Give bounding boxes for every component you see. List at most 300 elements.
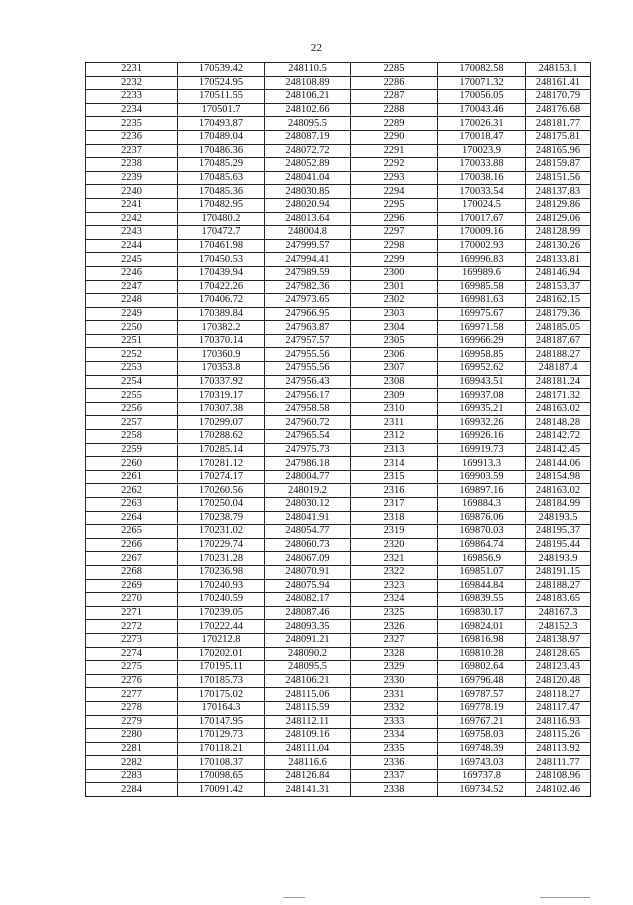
table-cell-y-coordinate-left: 248004.77 — [265, 470, 351, 484]
table-row — [86, 375, 591, 389]
table-cell-y-coordinate-right: 248188.27 — [526, 579, 591, 593]
table-cell-point-number-right: 2318 — [351, 511, 438, 525]
table-cell-x-coordinate-left: 170236.98 — [178, 565, 265, 579]
table-row — [86, 253, 591, 267]
table-cell-x-coordinate-right: 169758.03 — [438, 729, 526, 743]
table-cell-y-coordinate-right: 248163.02 — [526, 402, 591, 416]
table-cell-point-number-right: 2298 — [351, 239, 438, 253]
coordinates-table — [85, 62, 591, 797]
table-cell-point-number-right: 2312 — [351, 430, 438, 444]
table-row — [86, 511, 591, 525]
table-cell-y-coordinate-left: 248052.89 — [265, 158, 351, 172]
table-cell-point-number-right: 2305 — [351, 334, 438, 348]
table-cell-y-coordinate-left: 247963.87 — [265, 321, 351, 335]
table-cell-x-coordinate-right: 170026.31 — [438, 117, 526, 131]
table-cell-point-number-left: 2232 — [86, 76, 178, 90]
table-cell-point-number-left: 2256 — [86, 402, 178, 416]
table-cell-point-number-right: 2296 — [351, 212, 438, 226]
table-cell-point-number-right: 2295 — [351, 198, 438, 212]
table-cell-y-coordinate-right: 248187.67 — [526, 334, 591, 348]
table-cell-point-number-left: 2231 — [86, 63, 178, 77]
table-cell-x-coordinate-right: 170023.9 — [438, 144, 526, 158]
table-cell-point-number-right: 2334 — [351, 729, 438, 743]
table-cell-point-number-left: 2277 — [86, 688, 178, 702]
table-cell-y-coordinate-left: 248072.72 — [265, 144, 351, 158]
table-cell-point-number-left: 2261 — [86, 470, 178, 484]
table-cell-point-number-right: 2328 — [351, 647, 438, 661]
table-cell-y-coordinate-left: 248087.19 — [265, 130, 351, 144]
table-row — [86, 239, 591, 253]
table-cell-point-number-right: 2285 — [351, 63, 438, 77]
table-cell-point-number-left: 2273 — [86, 633, 178, 647]
table-cell-y-coordinate-right: 248191.15 — [526, 565, 591, 579]
table-cell-y-coordinate-left: 248115.59 — [265, 701, 351, 715]
table-cell-y-coordinate-right: 248129.86 — [526, 198, 591, 212]
table-cell-x-coordinate-right: 169913.3 — [438, 457, 526, 471]
table-cell-y-coordinate-right: 248179.36 — [526, 307, 591, 321]
table-row — [86, 294, 591, 308]
table-cell-x-coordinate-left: 170222.44 — [178, 620, 265, 634]
table-row — [86, 688, 591, 702]
table-cell-x-coordinate-left: 170274.17 — [178, 470, 265, 484]
table-cell-y-coordinate-left: 248090.2 — [265, 647, 351, 661]
coordinates-table-body — [86, 63, 591, 797]
table-row — [86, 552, 591, 566]
table-cell-point-number-right: 2293 — [351, 171, 438, 185]
table-cell-y-coordinate-left: 248110.5 — [265, 63, 351, 77]
table-cell-x-coordinate-left: 170489.04 — [178, 130, 265, 144]
table-row — [86, 103, 591, 117]
table-cell-x-coordinate-right: 170033.88 — [438, 158, 526, 172]
table-cell-point-number-left: 2250 — [86, 321, 178, 335]
table-row — [86, 117, 591, 131]
table-cell-y-coordinate-right: 248175.81 — [526, 130, 591, 144]
table-cell-y-coordinate-left: 248060.73 — [265, 538, 351, 552]
table-cell-point-number-left: 2235 — [86, 117, 178, 131]
table-cell-y-coordinate-left: 247973.65 — [265, 294, 351, 308]
table-cell-y-coordinate-left: 248141.31 — [265, 783, 351, 797]
table-row — [86, 171, 591, 185]
table-cell-point-number-right: 2307 — [351, 362, 438, 376]
table-cell-y-coordinate-left: 248054.77 — [265, 525, 351, 539]
table-cell-y-coordinate-right: 248176.68 — [526, 103, 591, 117]
table-row — [86, 729, 591, 743]
table-cell-x-coordinate-left: 170091.42 — [178, 783, 265, 797]
table-cell-y-coordinate-right: 248133.81 — [526, 253, 591, 267]
table-cell-point-number-right: 2337 — [351, 769, 438, 783]
table-cell-x-coordinate-left: 170288.62 — [178, 430, 265, 444]
table-cell-y-coordinate-right: 248123.43 — [526, 661, 591, 675]
table-cell-y-coordinate-right: 248153.1 — [526, 63, 591, 77]
table-cell-y-coordinate-left: 248093.35 — [265, 620, 351, 634]
table-cell-point-number-right: 2314 — [351, 457, 438, 471]
table-cell-x-coordinate-left: 170482.95 — [178, 198, 265, 212]
table-row — [86, 63, 591, 77]
table-row — [86, 280, 591, 294]
table-row — [86, 334, 591, 348]
table-row — [86, 362, 591, 376]
table-cell-y-coordinate-left: 248111.04 — [265, 742, 351, 756]
table-cell-y-coordinate-right: 248193.5 — [526, 511, 591, 525]
table-cell-y-coordinate-right: 248116.93 — [526, 715, 591, 729]
table-cell-x-coordinate-left: 170212.8 — [178, 633, 265, 647]
table-cell-point-number-right: 2291 — [351, 144, 438, 158]
table-row — [86, 130, 591, 144]
table-cell-x-coordinate-right: 169856.9 — [438, 552, 526, 566]
table-cell-point-number-left: 2241 — [86, 198, 178, 212]
table-cell-point-number-right: 2325 — [351, 606, 438, 620]
table-cell-y-coordinate-right: 248185.05 — [526, 321, 591, 335]
table-cell-y-coordinate-right: 248142.45 — [526, 443, 591, 457]
table-cell-x-coordinate-right: 169851.07 — [438, 565, 526, 579]
table-cell-point-number-right: 2330 — [351, 674, 438, 688]
table-cell-point-number-left: 2255 — [86, 389, 178, 403]
table-cell-y-coordinate-left: 248019.2 — [265, 484, 351, 498]
table-cell-x-coordinate-right: 169767.21 — [438, 715, 526, 729]
table-cell-x-coordinate-left: 170202.01 — [178, 647, 265, 661]
table-cell-y-coordinate-right: 248152.3 — [526, 620, 591, 634]
table-cell-point-number-right: 2287 — [351, 90, 438, 104]
table-cell-x-coordinate-left: 170307.38 — [178, 402, 265, 416]
table-cell-y-coordinate-right: 248171.32 — [526, 389, 591, 403]
table-cell-x-coordinate-right: 169802.64 — [438, 661, 526, 675]
table-cell-point-number-left: 2249 — [86, 307, 178, 321]
table-cell-x-coordinate-left: 170539.42 — [178, 63, 265, 77]
table-cell-point-number-left: 2271 — [86, 606, 178, 620]
table-cell-point-number-right: 2302 — [351, 294, 438, 308]
table-cell-y-coordinate-left: 248030.12 — [265, 498, 351, 512]
table-cell-x-coordinate-left: 170108.37 — [178, 756, 265, 770]
table-cell-point-number-left: 2272 — [86, 620, 178, 634]
table-cell-y-coordinate-left: 248075.94 — [265, 579, 351, 593]
table-row — [86, 402, 591, 416]
table-cell-x-coordinate-right: 169839.55 — [438, 593, 526, 607]
table-cell-x-coordinate-left: 170389.84 — [178, 307, 265, 321]
table-cell-y-coordinate-left: 247966.95 — [265, 307, 351, 321]
table-cell-x-coordinate-right: 169981.63 — [438, 294, 526, 308]
table-row — [86, 198, 591, 212]
table-row — [86, 565, 591, 579]
table-cell-y-coordinate-left: 247986.18 — [265, 457, 351, 471]
table-cell-point-number-right: 2292 — [351, 158, 438, 172]
table-cell-x-coordinate-right: 169870.03 — [438, 525, 526, 539]
table-cell-point-number-right: 2288 — [351, 103, 438, 117]
table-cell-x-coordinate-right: 169884.3 — [438, 498, 526, 512]
table-cell-x-coordinate-right: 170002.93 — [438, 239, 526, 253]
table-cell-point-number-right: 2299 — [351, 253, 438, 267]
table-cell-x-coordinate-right: 169985.58 — [438, 280, 526, 294]
table-cell-y-coordinate-right: 248153.37 — [526, 280, 591, 294]
table-cell-y-coordinate-left: 248067.09 — [265, 552, 351, 566]
table-row — [86, 416, 591, 430]
table-row — [86, 606, 591, 620]
table-cell-x-coordinate-right: 169876.06 — [438, 511, 526, 525]
table-cell-y-coordinate-right: 248137.83 — [526, 185, 591, 199]
table-cell-point-number-right: 2322 — [351, 565, 438, 579]
table-cell-point-number-right: 2304 — [351, 321, 438, 335]
table-cell-y-coordinate-right: 248195.37 — [526, 525, 591, 539]
table-cell-x-coordinate-right: 169734.52 — [438, 783, 526, 797]
table-cell-y-coordinate-left: 248115.06 — [265, 688, 351, 702]
footer-mark-right — [540, 897, 590, 898]
table-cell-point-number-right: 2309 — [351, 389, 438, 403]
table-cell-point-number-left: 2253 — [86, 362, 178, 376]
table-cell-y-coordinate-right: 248117.47 — [526, 701, 591, 715]
table-cell-point-number-right: 2286 — [351, 76, 438, 90]
table-row — [86, 158, 591, 172]
table-cell-x-coordinate-left: 170485.36 — [178, 185, 265, 199]
table-cell-y-coordinate-right: 248165.96 — [526, 144, 591, 158]
table-cell-x-coordinate-left: 170118.21 — [178, 742, 265, 756]
table-row — [86, 579, 591, 593]
table-cell-y-coordinate-right: 248187.4 — [526, 362, 591, 376]
table-row — [86, 783, 591, 797]
table-cell-x-coordinate-right: 169971.58 — [438, 321, 526, 335]
table-row — [86, 144, 591, 158]
table-cell-point-number-left: 2283 — [86, 769, 178, 783]
table-cell-y-coordinate-right: 248129.06 — [526, 212, 591, 226]
table-cell-point-number-left: 2259 — [86, 443, 178, 457]
table-cell-point-number-right: 2319 — [351, 525, 438, 539]
table-cell-point-number-left: 2279 — [86, 715, 178, 729]
table-cell-point-number-left: 2284 — [86, 783, 178, 797]
table-cell-point-number-left: 2265 — [86, 525, 178, 539]
table-row — [86, 430, 591, 444]
table-cell-y-coordinate-left: 247994.41 — [265, 253, 351, 267]
table-cell-point-number-right: 2294 — [351, 185, 438, 199]
table-cell-y-coordinate-left: 248095.5 — [265, 661, 351, 675]
table-cell-point-number-right: 2331 — [351, 688, 438, 702]
table-cell-y-coordinate-left: 248082.17 — [265, 593, 351, 607]
table-cell-y-coordinate-right: 248181.24 — [526, 375, 591, 389]
table-cell-x-coordinate-left: 170240.59 — [178, 593, 265, 607]
table-cell-point-number-left: 2242 — [86, 212, 178, 226]
table-cell-x-coordinate-left: 170360.9 — [178, 348, 265, 362]
table-cell-y-coordinate-right: 248142.72 — [526, 430, 591, 444]
table-cell-x-coordinate-right: 169926.16 — [438, 430, 526, 444]
table-row — [86, 633, 591, 647]
table-cell-point-number-right: 2333 — [351, 715, 438, 729]
table-cell-y-coordinate-left: 248109.16 — [265, 729, 351, 743]
table-row — [86, 661, 591, 675]
table-cell-x-coordinate-left: 170501.7 — [178, 103, 265, 117]
table-cell-y-coordinate-right: 248163.02 — [526, 484, 591, 498]
table-cell-y-coordinate-right: 248115.26 — [526, 729, 591, 743]
table-cell-point-number-left: 2281 — [86, 742, 178, 756]
table-cell-y-coordinate-left: 247975.73 — [265, 443, 351, 457]
table-cell-y-coordinate-right: 248151.56 — [526, 171, 591, 185]
table-cell-point-number-left: 2282 — [86, 756, 178, 770]
table-cell-x-coordinate-left: 170260.56 — [178, 484, 265, 498]
table-cell-y-coordinate-left: 247999.57 — [265, 239, 351, 253]
table-cell-x-coordinate-left: 170353.8 — [178, 362, 265, 376]
table-cell-x-coordinate-left: 170185.73 — [178, 674, 265, 688]
table-cell-point-number-left: 2233 — [86, 90, 178, 104]
table-row — [86, 266, 591, 280]
table-cell-y-coordinate-left: 247958.58 — [265, 402, 351, 416]
table-cell-point-number-left: 2263 — [86, 498, 178, 512]
table-cell-y-coordinate-left: 248041.91 — [265, 511, 351, 525]
table-cell-y-coordinate-left: 247956.17 — [265, 389, 351, 403]
table-cell-x-coordinate-right: 169937.08 — [438, 389, 526, 403]
table-cell-x-coordinate-left: 170281.12 — [178, 457, 265, 471]
table-row — [86, 756, 591, 770]
table-cell-x-coordinate-left: 170147.95 — [178, 715, 265, 729]
table-row — [86, 593, 591, 607]
table-cell-point-number-right: 2317 — [351, 498, 438, 512]
table-row — [86, 457, 591, 471]
table-cell-point-number-left: 2257 — [86, 416, 178, 430]
table-cell-x-coordinate-left: 170480.2 — [178, 212, 265, 226]
table-cell-point-number-left: 2247 — [86, 280, 178, 294]
table-cell-y-coordinate-right: 248183.65 — [526, 593, 591, 607]
table-cell-point-number-right: 2335 — [351, 742, 438, 756]
table-row — [86, 715, 591, 729]
table-cell-x-coordinate-left: 170422.26 — [178, 280, 265, 294]
table-cell-point-number-right: 2323 — [351, 579, 438, 593]
table-cell-x-coordinate-right: 170071.32 — [438, 76, 526, 90]
table-cell-point-number-right: 2301 — [351, 280, 438, 294]
table-cell-y-coordinate-left: 247965.54 — [265, 430, 351, 444]
table-cell-point-number-left: 2258 — [86, 430, 178, 444]
table-cell-y-coordinate-left: 248108.89 — [265, 76, 351, 90]
table-cell-x-coordinate-left: 170486.36 — [178, 144, 265, 158]
table-cell-y-coordinate-left: 247957.57 — [265, 334, 351, 348]
table-cell-x-coordinate-left: 170485.29 — [178, 158, 265, 172]
table-row — [86, 769, 591, 783]
table-cell-x-coordinate-right: 169830.17 — [438, 606, 526, 620]
table-cell-point-number-left: 2252 — [86, 348, 178, 362]
table-cell-x-coordinate-left: 170299.07 — [178, 416, 265, 430]
table-cell-point-number-right: 2311 — [351, 416, 438, 430]
table-cell-x-coordinate-left: 170231.02 — [178, 525, 265, 539]
table-cell-y-coordinate-left: 248106.21 — [265, 90, 351, 104]
table-cell-y-coordinate-left: 248091.21 — [265, 633, 351, 647]
table-cell-x-coordinate-right: 169952.62 — [438, 362, 526, 376]
table-cell-y-coordinate-right: 248195.44 — [526, 538, 591, 552]
table-cell-x-coordinate-left: 170129.73 — [178, 729, 265, 743]
table-cell-x-coordinate-right: 169816.98 — [438, 633, 526, 647]
table-cell-point-number-right: 2290 — [351, 130, 438, 144]
table-cell-x-coordinate-right: 170056.05 — [438, 90, 526, 104]
table-cell-point-number-left: 2237 — [86, 144, 178, 158]
table-cell-y-coordinate-left: 248087.46 — [265, 606, 351, 620]
table-cell-x-coordinate-left: 170370.14 — [178, 334, 265, 348]
table-cell-y-coordinate-right: 248111.77 — [526, 756, 591, 770]
table-cell-y-coordinate-left: 248004.8 — [265, 226, 351, 240]
table-cell-y-coordinate-left: 248020.94 — [265, 198, 351, 212]
table-cell-x-coordinate-left: 170250.04 — [178, 498, 265, 512]
table-cell-x-coordinate-left: 170164.3 — [178, 701, 265, 715]
table-cell-x-coordinate-left: 170337.92 — [178, 375, 265, 389]
table-cell-point-number-left: 2274 — [86, 647, 178, 661]
table-cell-y-coordinate-right: 248184.99 — [526, 498, 591, 512]
table-cell-y-coordinate-left: 248126.84 — [265, 769, 351, 783]
table-cell-point-number-left: 2239 — [86, 171, 178, 185]
table-row — [86, 321, 591, 335]
table-cell-y-coordinate-right: 248130.26 — [526, 239, 591, 253]
table-cell-point-number-right: 2306 — [351, 348, 438, 362]
table-cell-y-coordinate-left: 247955.56 — [265, 362, 351, 376]
table-row — [86, 742, 591, 756]
table-cell-x-coordinate-left: 170098.65 — [178, 769, 265, 783]
table-cell-y-coordinate-left: 247960.72 — [265, 416, 351, 430]
table-cell-point-number-left: 2243 — [86, 226, 178, 240]
table-cell-x-coordinate-right: 170024.5 — [438, 198, 526, 212]
table-cell-y-coordinate-left: 247956.43 — [265, 375, 351, 389]
table-cell-y-coordinate-right: 248188.27 — [526, 348, 591, 362]
table-cell-point-number-right: 2327 — [351, 633, 438, 647]
table-cell-point-number-right: 2326 — [351, 620, 438, 634]
table-cell-y-coordinate-right: 248154.98 — [526, 470, 591, 484]
table-row — [86, 647, 591, 661]
table-row — [86, 674, 591, 688]
table-cell-point-number-right: 2300 — [351, 266, 438, 280]
table-cell-x-coordinate-right: 169787.57 — [438, 688, 526, 702]
table-cell-x-coordinate-right: 169935.21 — [438, 402, 526, 416]
table-cell-point-number-right: 2315 — [351, 470, 438, 484]
table-cell-x-coordinate-left: 170493.87 — [178, 117, 265, 131]
table-cell-point-number-right: 2303 — [351, 307, 438, 321]
table-cell-point-number-right: 2336 — [351, 756, 438, 770]
table-cell-x-coordinate-left: 170461.98 — [178, 239, 265, 253]
table-cell-x-coordinate-right: 169989.6 — [438, 266, 526, 280]
table-cell-point-number-left: 2254 — [86, 375, 178, 389]
table-row — [86, 307, 591, 321]
table-cell-point-number-right: 2316 — [351, 484, 438, 498]
table-cell-point-number-left: 2240 — [86, 185, 178, 199]
table-cell-x-coordinate-right: 169844.84 — [438, 579, 526, 593]
table-cell-y-coordinate-left: 248041.04 — [265, 171, 351, 185]
table-cell-y-coordinate-left: 248095.5 — [265, 117, 351, 131]
table-cell-y-coordinate-right: 248193.9 — [526, 552, 591, 566]
table-cell-x-coordinate-left: 170195.11 — [178, 661, 265, 675]
table-cell-x-coordinate-left: 170231.28 — [178, 552, 265, 566]
table-cell-point-number-left: 2238 — [86, 158, 178, 172]
table-cell-point-number-left: 2266 — [86, 538, 178, 552]
table-cell-y-coordinate-right: 248128.65 — [526, 647, 591, 661]
table-cell-y-coordinate-left: 247989.59 — [265, 266, 351, 280]
table-cell-x-coordinate-right: 169996.83 — [438, 253, 526, 267]
table-cell-point-number-left: 2276 — [86, 674, 178, 688]
table-cell-x-coordinate-left: 170406.72 — [178, 294, 265, 308]
table-cell-y-coordinate-left: 248102.66 — [265, 103, 351, 117]
table-cell-point-number-left: 2234 — [86, 103, 178, 117]
table-cell-point-number-left: 2262 — [86, 484, 178, 498]
table-cell-x-coordinate-right: 170038.16 — [438, 171, 526, 185]
table-cell-x-coordinate-right: 169897.16 — [438, 484, 526, 498]
table-cell-x-coordinate-right: 170009.16 — [438, 226, 526, 240]
table-cell-point-number-right: 2338 — [351, 783, 438, 797]
table-row — [86, 389, 591, 403]
table-cell-y-coordinate-right: 248113.92 — [526, 742, 591, 756]
table-row — [86, 484, 591, 498]
table-cell-point-number-left: 2267 — [86, 552, 178, 566]
table-cell-x-coordinate-left: 170319.17 — [178, 389, 265, 403]
table-cell-y-coordinate-left: 248030.85 — [265, 185, 351, 199]
table-row — [86, 90, 591, 104]
table-row — [86, 498, 591, 512]
table-row — [86, 525, 591, 539]
table-cell-x-coordinate-left: 170240.93 — [178, 579, 265, 593]
table-row — [86, 538, 591, 552]
table-cell-y-coordinate-right: 248161.41 — [526, 76, 591, 90]
table-cell-y-coordinate-left: 248112.11 — [265, 715, 351, 729]
table-cell-y-coordinate-right: 248170.79 — [526, 90, 591, 104]
table-cell-point-number-right: 2308 — [351, 375, 438, 389]
table-cell-x-coordinate-left: 170229.74 — [178, 538, 265, 552]
table-cell-y-coordinate-left: 248106.21 — [265, 674, 351, 688]
